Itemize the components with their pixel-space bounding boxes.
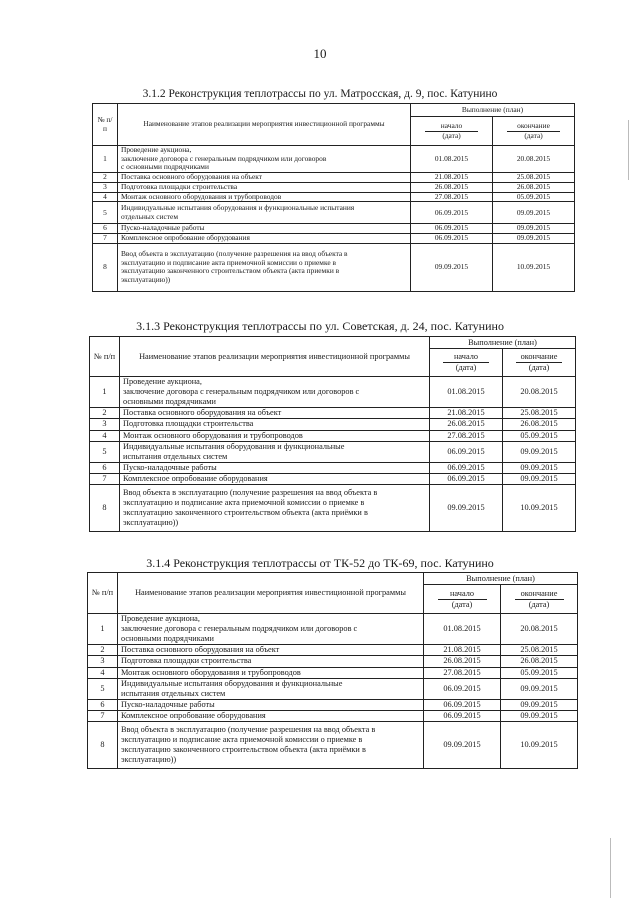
- row-end-date: 09.09.2015: [493, 234, 575, 244]
- row-end-date: 26.08.2015: [503, 419, 576, 430]
- row-start-date: 06.09.2015: [411, 234, 493, 244]
- row-stage: Пуско-наладочные работы: [118, 224, 411, 234]
- row-number: 6: [88, 699, 118, 710]
- table-row: [90, 462, 576, 473]
- table-header-row: [88, 573, 578, 585]
- table-row: [88, 656, 578, 667]
- row-end-date: 05.09.2015: [503, 430, 576, 441]
- header-end-label: окончание: [515, 589, 564, 600]
- row-number: 3: [93, 182, 118, 192]
- schedule-table-3-1-3: [89, 336, 576, 532]
- row-stage: Ввод объекта в эксплуатацию (получение разрешения на ввод объекта в эксплуатацию и подписание акта приемочной комиссии о приемке в эксплуатацию законченного строительством объекта (акта приёмки в эксплуатацию)): [118, 722, 424, 769]
- header-start-unit: (дата): [451, 599, 473, 609]
- table-row: [88, 722, 578, 769]
- row-end-date: 09.09.2015: [503, 473, 576, 484]
- section-title-3-1-4: 3.1.4 Реконструкция теплотрассы от ТК-52 до ТК-69, пос. Катунино: [146, 556, 494, 570]
- row-end-date: 20.08.2015: [493, 146, 575, 173]
- row-start-date: 06.09.2015: [430, 473, 503, 484]
- table-row: [88, 678, 578, 699]
- row-start-date: 09.09.2015: [424, 722, 501, 769]
- header-end: [493, 117, 575, 146]
- row-start-date: 06.09.2015: [430, 441, 503, 462]
- table-row: [93, 202, 575, 224]
- table-row: [93, 146, 575, 173]
- row-start-date: 01.08.2015: [411, 146, 493, 173]
- row-stage: Проведение аукциона, заключение договора с генеральным подрядчиком или договоров с основными подрядчиками: [118, 614, 424, 645]
- header-end-label: окончание: [507, 122, 560, 132]
- row-end-date: 25.08.2015: [503, 408, 576, 419]
- scan-edge-mark: [628, 120, 629, 180]
- table-row: [90, 473, 576, 484]
- header-stage: Наименование этапов реализации мероприятия инвестиционной программы: [120, 337, 430, 377]
- table-row: [93, 182, 575, 192]
- table-row: [93, 192, 575, 202]
- row-stage: Монтаж основного оборудования и трубопроводов: [118, 192, 411, 202]
- scan-edge-mark: [610, 838, 611, 898]
- row-number: 1: [90, 377, 120, 408]
- row-end-date: 09.09.2015: [503, 462, 576, 473]
- header-end-label: окончание: [516, 352, 562, 363]
- row-end-date: 05.09.2015: [501, 667, 578, 678]
- row-start-date: 01.08.2015: [430, 377, 503, 408]
- table-row: [90, 408, 576, 419]
- table-row: [90, 377, 576, 408]
- row-stage: Подготовка площадки строительства: [118, 656, 424, 667]
- header-execution: Выполнение (план): [424, 573, 578, 585]
- row-stage: Поставка основного оборудования на объект: [118, 645, 424, 656]
- row-start-date: 27.08.2015: [430, 430, 503, 441]
- row-number: 2: [93, 173, 118, 183]
- row-stage: Проведение аукциона, заключение договора с генеральным подрядчиком или договоров с основными подрядчиками: [120, 377, 430, 408]
- row-stage: Поставка основного оборудования на объект: [118, 173, 411, 183]
- row-end-date: 26.08.2015: [493, 182, 575, 192]
- table-row: [88, 667, 578, 678]
- row-stage: Комплексное опробование оборудования: [118, 710, 424, 721]
- header-start-label: начало: [443, 352, 489, 363]
- row-end-date: 09.09.2015: [493, 202, 575, 224]
- row-start-date: 06.09.2015: [424, 699, 501, 710]
- row-stage: Подготовка площадки строительства: [118, 182, 411, 192]
- row-number: 4: [93, 192, 118, 202]
- row-number: 4: [90, 430, 120, 441]
- row-number: 2: [90, 408, 120, 419]
- table-header-row: [90, 337, 576, 349]
- header-stage: Наименование этапов реализации мероприятия инвестиционной программы: [118, 104, 411, 146]
- header-end-unit: (дата): [528, 599, 550, 609]
- row-start-date: 26.08.2015: [424, 656, 501, 667]
- row-start-date: 27.08.2015: [411, 192, 493, 202]
- row-end-date: 20.08.2015: [503, 377, 576, 408]
- header-start-unit: (дата): [455, 363, 477, 372]
- row-number: 7: [88, 710, 118, 721]
- header-end: [503, 349, 576, 377]
- row-stage: Ввод объекта в эксплуатацию (получение разрешения на ввод объекта в эксплуатацию и подписание акта приемочной комиссии о приемке в эксплуатацию законченного строительством объекта (акта приемки в эксплуатацию)): [118, 243, 411, 291]
- row-number: 3: [90, 419, 120, 430]
- row-number: 1: [88, 614, 118, 645]
- row-start-date: 21.08.2015: [424, 645, 501, 656]
- row-stage: Комплексное опробование оборудования: [118, 234, 411, 244]
- row-number: 2: [88, 645, 118, 656]
- row-stage: Индивидуальные испытания оборудования и функциональные испытания отдельных систем: [118, 678, 424, 699]
- schedule-table-3-1-2: [92, 103, 575, 292]
- page-number: 10: [313, 46, 327, 61]
- row-end-date: 20.08.2015: [501, 614, 578, 645]
- table-row: [90, 430, 576, 441]
- table-row: [90, 441, 576, 462]
- row-stage: Ввод объекта в эксплуатацию (получение разрешения на ввод объекта в эксплуатацию и подписание акта приемочной комиссии о приемке в эксплуатацию законченного строительством объекта (акта приёмки в эксплуатацию)): [120, 485, 430, 532]
- row-stage: Подготовка площадки строительства: [120, 419, 430, 430]
- row-end-date: 10.09.2015: [503, 485, 576, 532]
- row-number: 7: [93, 234, 118, 244]
- header-start: [430, 349, 503, 377]
- table-row: [88, 710, 578, 721]
- row-stage: Проведение аукциона, заключение договора с генеральным подрядчиком или договоров с основными подрядчиками: [118, 146, 411, 173]
- header-start-label: начало: [438, 589, 487, 600]
- table-header-row: [93, 104, 575, 117]
- table-row: [93, 224, 575, 234]
- row-end-date: 09.09.2015: [501, 678, 578, 699]
- row-end-date: 09.09.2015: [503, 441, 576, 462]
- row-start-date: 01.08.2015: [424, 614, 501, 645]
- row-number: 8: [88, 722, 118, 769]
- row-end-date: 09.09.2015: [501, 710, 578, 721]
- row-end-date: 25.08.2015: [501, 645, 578, 656]
- header-num: № п/п: [93, 104, 118, 146]
- row-number: 8: [90, 485, 120, 532]
- header-num: № п/п: [90, 337, 120, 377]
- table-row: [88, 614, 578, 645]
- row-number: 5: [90, 441, 120, 462]
- row-stage: Поставка основного оборудования на объект: [120, 408, 430, 419]
- row-start-date: 06.09.2015: [424, 678, 501, 699]
- row-start-date: 21.08.2015: [411, 173, 493, 183]
- row-number: 3: [88, 656, 118, 667]
- row-end-date: 10.09.2015: [501, 722, 578, 769]
- row-stage: Монтаж основного оборудования и трубопроводов: [120, 430, 430, 441]
- header-start: [411, 117, 493, 146]
- header-start: [424, 585, 501, 614]
- row-end-date: 25.08.2015: [493, 173, 575, 183]
- table-row: [93, 234, 575, 244]
- row-stage: Пуско-наладочные работы: [118, 699, 424, 710]
- row-start-date: 09.09.2015: [411, 243, 493, 291]
- row-start-date: 06.09.2015: [411, 224, 493, 234]
- row-start-date: 09.09.2015: [430, 485, 503, 532]
- header-start-label: начало: [425, 122, 478, 132]
- table-row: [90, 419, 576, 430]
- row-start-date: 06.09.2015: [424, 710, 501, 721]
- row-number: 6: [90, 462, 120, 473]
- row-stage: Индивидуальные испытания оборудования и функциональные испытания отдельных систем: [120, 441, 430, 462]
- row-stage: Монтаж основного оборудования и трубопроводов: [118, 667, 424, 678]
- row-number: 6: [93, 224, 118, 234]
- row-number: 4: [88, 667, 118, 678]
- row-stage: Индивидуальные испытания оборудования и функциональные испытания отдельных систем: [118, 202, 411, 224]
- header-stage: Наименование этапов реализации мероприятия инвестиционной программы: [118, 573, 424, 614]
- row-end-date: 05.09.2015: [493, 192, 575, 202]
- row-number: 5: [88, 678, 118, 699]
- row-number: 5: [93, 202, 118, 224]
- header-end-unit: (дата): [524, 130, 543, 140]
- table-row: [93, 173, 575, 183]
- row-end-date: 09.09.2015: [501, 699, 578, 710]
- row-number: 1: [93, 146, 118, 173]
- header-execution: Выполнение (план): [411, 104, 575, 117]
- row-stage: Комплексное опробование оборудования: [120, 473, 430, 484]
- row-number: 7: [90, 473, 120, 484]
- row-start-date: 06.09.2015: [430, 462, 503, 473]
- row-end-date: 10.09.2015: [493, 243, 575, 291]
- header-num: № п/п: [88, 573, 118, 614]
- table-row: [90, 485, 576, 532]
- section-title-3-1-3: 3.1.3 Реконструкция теплотрассы по ул. Советская, д. 24, пос. Катунино: [136, 319, 504, 333]
- table-row: [88, 645, 578, 656]
- row-end-date: 09.09.2015: [493, 224, 575, 234]
- row-start-date: 26.08.2015: [411, 182, 493, 192]
- row-start-date: 06.09.2015: [411, 202, 493, 224]
- row-stage: Пуско-наладочные работы: [120, 462, 430, 473]
- table-row: [88, 699, 578, 710]
- table-row: [93, 243, 575, 291]
- row-number: 8: [93, 243, 118, 291]
- section-title-3-1-2: 3.1.2 Реконструкция теплотрассы по ул. Матросская, д. 9, пос. Катунино: [142, 88, 498, 100]
- row-start-date: 26.08.2015: [430, 419, 503, 430]
- header-execution: Выполнение (план): [430, 337, 576, 349]
- header-end-unit: (дата): [528, 363, 550, 372]
- header-start-unit: (дата): [442, 130, 461, 140]
- schedule-table-3-1-4: [87, 572, 578, 769]
- row-start-date: 21.08.2015: [430, 408, 503, 419]
- header-end: [501, 585, 578, 614]
- row-end-date: 26.08.2015: [501, 656, 578, 667]
- row-start-date: 27.08.2015: [424, 667, 501, 678]
